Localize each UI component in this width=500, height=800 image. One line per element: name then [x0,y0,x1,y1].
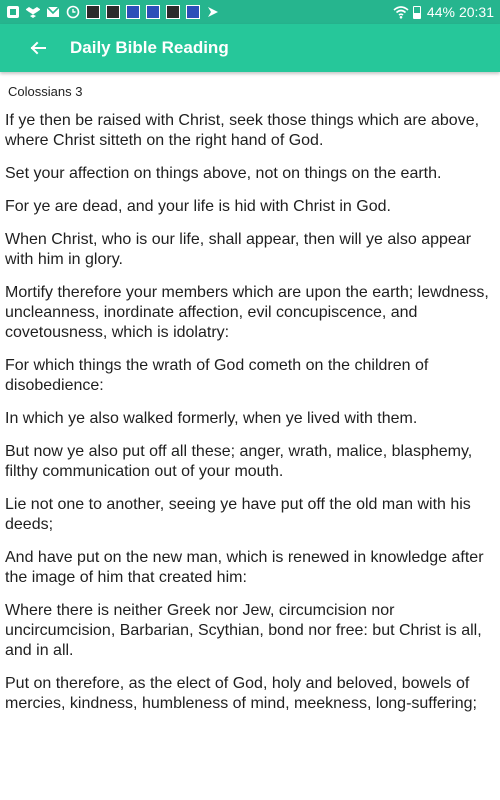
verse: Where there is neither Greek nor Jew, circumcision nor uncircumcision, Barbarian, Scythian, bond nor free: but Christ is all, and in all. [5,602,482,659]
verse: In which ye also walked formerly, when ye lived with them. [5,410,418,427]
news-icon [86,5,100,19]
navigation-icon [206,5,220,19]
news-icon [126,5,140,19]
verse: When Christ, who is our life, shall appear, then will ye also appear with him in glory. [5,231,472,268]
app-bar [0,24,500,72]
notification-icons [6,5,220,19]
dropbox-icon [26,5,40,19]
verse: Lie not one to another, seeing ye have put off the old man with his deeds; [5,496,471,533]
battery-percent: 44% [426,4,455,20]
verse: Mortify therefore your members which are upon the earth; lewdness, uncleanness, inordinate affection, evil concupiscence, and covetousness, which is idolatry: [5,284,489,341]
news-icon [146,5,160,19]
verse: For ye are dead, and your life is hid with Christ in God. [5,198,391,215]
clock: 20:31 [458,4,494,20]
gmail-icon [46,5,60,19]
reading-content[interactable] [0,72,500,728]
chapter-title: Colossians 3 [8,84,83,99]
android-icon [6,5,20,19]
verse: If ye then be raised with Christ, seek those things which are above, where Christ sitteth on the right hand of God. [5,112,480,149]
status-bar [0,0,500,24]
arrow-left-icon [30,40,46,56]
timer-icon [66,5,80,19]
battery-icon [413,6,421,19]
verse-list [0,111,500,714]
verse: For which things the wrath of God cometh on the children of disobedience: [5,357,429,394]
news-icon [166,5,180,19]
verse: But now ye also put off all these; anger, wrath, malice, blasphemy, filthy communication out of your mouth. [5,443,473,480]
news-icon [106,5,120,19]
verse: Set your affection on things above, not on things on the earth. [5,165,442,182]
page-title: Daily Bible Reading [70,38,229,57]
wifi-icon [393,5,409,19]
verse: Put on therefore, as the elect of God, holy and beloved, bowels of mercies, kindness, humbleness of mind, meekness, long-suffering; [5,675,477,712]
news-icon [186,5,200,19]
verse: And have put on the new man, which is renewed in knowledge after the image of him that created him: [5,549,484,586]
back-button[interactable] [14,24,62,72]
status-right [393,4,494,20]
